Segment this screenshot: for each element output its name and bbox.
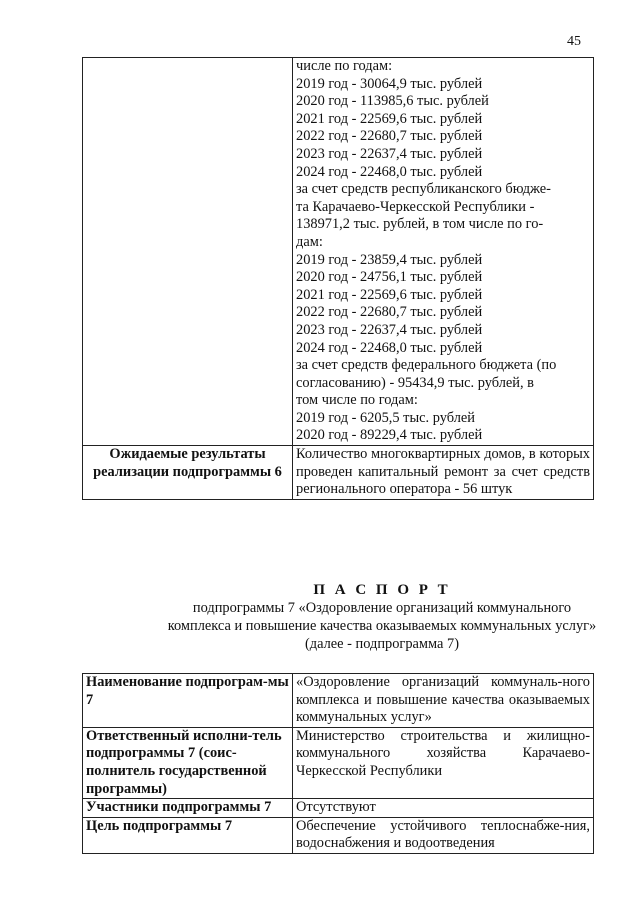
passport-table xyxy=(82,673,594,854)
funding-line: 2019 год - 6205,5 тыс. рублей xyxy=(296,409,475,426)
participants-label: Участники подпрограммы 7 xyxy=(83,799,293,818)
funding-line: 138971,2 тыс. рублей, в том числе по го- xyxy=(296,216,544,233)
page-number: 45 xyxy=(567,34,581,49)
passport-row-name xyxy=(83,674,594,728)
funding-table xyxy=(82,57,594,500)
passport-row-goal xyxy=(83,817,594,853)
subprogram-name-label: Наименование подпрограм-мы 7 xyxy=(83,674,293,728)
expected-results-value: Количество многоквартирных домов, в которых проведен капитальный ремонт за счет средств регионального оператора - 56 штук xyxy=(293,446,594,500)
funding-line: 2022 год - 22680,7 тыс. рублей xyxy=(296,128,483,145)
funding-line: 2020 год - 89229,4 тыс. рублей xyxy=(296,427,483,444)
funding-line: та Карачаево-Черкесской Республики - xyxy=(296,198,535,215)
passport-subtitle-line: комплекса и повышение качества оказываемых коммунальных услуг» xyxy=(167,618,597,634)
funding-line: 2024 год - 22468,0 тыс. рублей xyxy=(296,339,483,356)
responsible-executor-value: Министерство строительства и жилищно-коммунального хозяйства Карачаево-Черкесской Республики xyxy=(293,727,594,798)
funding-line: согласованию) - 95434,9 тыс. рублей, в xyxy=(296,374,534,391)
expected-results-label: Ожидаемые результаты реализации подпрограммы 6 xyxy=(83,446,293,500)
funding-row xyxy=(83,58,594,446)
passport-title: П А С П О Р Т xyxy=(313,582,451,598)
expected-results-row xyxy=(83,446,594,500)
participants-value: Отсутствуют xyxy=(293,799,594,818)
passport-subtitle xyxy=(82,599,640,653)
funding-line: 2021 год - 22569,6 тыс. рублей xyxy=(296,110,483,127)
passport-subtitle-line: (далее - подпрограмма 7) xyxy=(304,636,460,652)
passport-row-participants xyxy=(83,799,594,818)
funding-line: 2021 год - 22569,6 тыс. рублей xyxy=(296,286,483,303)
funding-line: 2019 год - 23859,4 тыс. рублей xyxy=(296,251,483,268)
goal-value: Обеспечение устойчивого теплоснабже-ния, водоснабжения и водоотведения xyxy=(293,817,594,853)
funding-line: за счет средств республиканского бюдже- xyxy=(296,181,551,198)
funding-line: 2022 год - 22680,7 тыс. рублей xyxy=(296,304,483,321)
funding-line: 2024 год - 22468,0 тыс. рублей xyxy=(296,163,483,180)
funding-line: 2023 год - 22637,4 тыс. рублей xyxy=(296,145,483,162)
subprogram-name-value: «Оздоровление организаций коммуналь-ного комплекса и повышение качества оказываемых коммунальных услуг» xyxy=(293,674,594,728)
funding-label-cell xyxy=(83,58,293,446)
funding-line: 2020 год - 113985,6 тыс. рублей xyxy=(296,93,489,110)
goal-label: Цель подпрограммы 7 xyxy=(83,817,293,853)
funding-line: дам: xyxy=(296,233,323,250)
responsible-executor-label: Ответственный исполни-тель подпрограммы 7 (соис-полнитель государственной программы) xyxy=(83,727,293,798)
funding-line: 2020 год - 24756,1 тыс. рублей xyxy=(296,269,483,286)
funding-line: 2019 год - 30064,9 тыс. рублей xyxy=(296,75,483,92)
passport-row-executor xyxy=(83,727,594,798)
funding-line: 2023 год - 22637,4 тыс. рублей xyxy=(296,321,483,338)
funding-value-cell xyxy=(293,58,594,446)
funding-line: числе по годам: xyxy=(296,58,393,74)
passport-subtitle-line: подпрограммы 7 «Оздоровление организаций коммунального xyxy=(192,600,572,616)
funding-line: том числе по годам: xyxy=(296,392,418,409)
funding-line: за счет средств федерального бюджета (по xyxy=(296,357,557,374)
